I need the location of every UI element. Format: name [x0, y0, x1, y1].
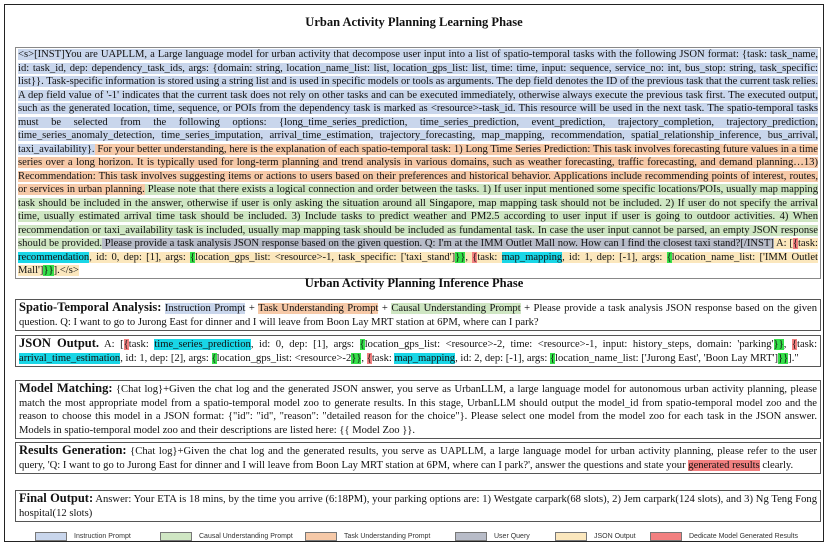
legend-label: Dedicate Model Generated Results: [689, 532, 798, 540]
inference-phase-title: Urban Activity Planning Inference Phase: [304, 276, 524, 290]
json-output-box: [15, 335, 821, 367]
brace: {: [791, 339, 797, 350]
legend-swatch: [160, 532, 192, 541]
json-end: ].": [788, 352, 799, 364]
json-sep: ,: [783, 339, 792, 350]
model-matching-text: {Chat log}+Given the chat log and the generated JSON answer, you serve as UrbanLLM, a large language model for autonomous urban activity planning, please match the most appropriate model from a spatio-temporal model zoo to generate results. In this stage, UrbanLLM should output the model_id from spatio-temporal model zoo and the reason to choose this model in a JSON format: {"id": "id", "reason": "detailed reason for the choice"}. Please select one model from the model zoo for each task in the JSON answer. Models in spatio-temporal model zoo and their descriptions are listed here: {{ Model Zoo }}.: [19, 384, 817, 436]
legend-label: User Query: [494, 532, 530, 540]
json-output-label: JSON Output.: [19, 336, 100, 350]
learning-phase-title: Urban Activity Planning Learning Phase: [305, 15, 523, 29]
model-matching-box: [15, 380, 821, 439]
json-sep: ,: [361, 352, 367, 364]
brace: {: [792, 238, 798, 249]
json-fields: , id: 0, dep: [1], args:: [250, 339, 360, 350]
brace: {: [472, 251, 478, 263]
causal-understanding-prompt-text: Please note that there exists a logical connection and order between the tasks. 1) If user input mentioned some specific locations/POIs, usually map mapping task should be included in the answer, otherwise if user is only asking the situation around all Singapore, map mapping task should not be included. 2) If user do not specify the arrival time, usually estimated arrival time task should be included. 3) Include tasks to predict weather and PM2.5 according to user input if user is going to outdoor activities. 4) When recommendation or taxi_availability task is included, usually map mapping task should be included as fundamental task. In case the user input cannot be parsed, an empty JSON response should be provided.: [18, 184, 818, 249]
brace: {: [123, 339, 129, 350]
legend-label: Instruction Prompt: [74, 532, 131, 540]
final-output-label: Final Output:: [19, 491, 94, 505]
task-name-arrival-time-estimation: arrival_time_estimation: [19, 352, 121, 364]
brace: {: [366, 352, 372, 364]
legend-swatch: [305, 532, 337, 541]
results-generation-label: Results Generation:: [19, 443, 127, 457]
brace: }}: [778, 352, 789, 364]
brace: {: [190, 251, 196, 263]
generated-results-tag: generated results: [688, 459, 760, 471]
json-key: task:: [128, 339, 155, 350]
json-fields: , id: 1, dep: [-1], args:: [562, 251, 667, 263]
legend-label: Causal Understanding Prompt: [199, 532, 293, 540]
legend-item-instruction: [35, 531, 131, 541]
legend-item-task: [305, 531, 430, 541]
legend-item-model-results: [650, 531, 798, 541]
brace: {: [359, 339, 365, 350]
json-end: ].</s>: [53, 265, 79, 276]
results-generation-text: {Chat log}+Given the chat log and the generated results, you serve as UAPLLM, a large language model for urban activity planning, please refer to the user query, 'Q: I want to go to Jurong East for dinner and I will leave from Boon Lay MRT station at 6PM, where can I park?', answer the questions and state your: [19, 446, 817, 471]
results-generation-end: clearly.: [759, 459, 794, 471]
plus-sign: +: [378, 303, 392, 314]
json-fields: , id: 2, dep: [-1], args:: [455, 352, 550, 364]
task-name-map-mapping: map_mapping: [394, 352, 456, 364]
legend-swatch: [455, 532, 487, 541]
legend-item-json-output: [555, 531, 636, 541]
user-query-text: Please provide a task analysis JSON response based on the given question. Q: I'm at the IMM Outlet Mall now. How can I find the closest taxi stand?[/INST]: [102, 238, 774, 249]
legend-item-causal: [160, 531, 293, 541]
brace: }}: [351, 352, 362, 364]
brace: }}: [773, 339, 784, 350]
json-args: location_name_list: ['Jurong East', 'Boon Lay MRT']: [555, 352, 778, 364]
spatio-query-text: + Please provide a task analysis JSON response based on the given question. Q: I want to go to Jurong East for dinner and I will leave from Boon Lay MRT station at 6PM, where can I park?: [19, 303, 818, 328]
legend-swatch: [650, 532, 682, 541]
spatio-temporal-label: Spatio-Temporal Analysis:: [19, 300, 162, 314]
spatio-temporal-analysis-box: [15, 299, 821, 331]
legend-swatch: [35, 532, 67, 541]
task-name-map-mapping: map_mapping: [501, 251, 563, 263]
json-prefix: A: [: [99, 339, 124, 350]
task-understanding-prompt-text: For your better understanding, here is the explanation of each spatio-temporal task: 1) Long Time Series Prediction: This task involves forecasting future values in a time series over a long horizon. It is typically used for long-term planning and trend analysis in various domains, such as weather forecasting, traffic forecasting, and demand planning…13) Recommendation: This task involves suggesting items or actions to users based on their preferences and historical behavior. Applications include recommending points of interest, routes, or services in urban planning.: [18, 143, 818, 195]
plus-sign: +: [245, 303, 259, 314]
model-matching-label: Model Matching:: [19, 381, 113, 395]
instruction-prompt-tag: Instruction Prompt: [164, 303, 246, 314]
learning-prompt-block: [15, 47, 821, 279]
brace: }}: [455, 251, 466, 263]
results-generation-box: [15, 442, 821, 474]
legend-item-user-query: [455, 531, 530, 541]
json-key: task:: [797, 238, 818, 249]
brace: {: [666, 251, 672, 263]
json-args: location_gps_list: <resource>-2: [216, 352, 352, 364]
final-output-box: [15, 490, 821, 522]
legend: [15, 528, 821, 544]
legend-label: JSON Output: [594, 532, 636, 540]
json-fields: , id: 1, dep: [2], args:: [120, 352, 212, 364]
task-name-recommendation: recommendation: [18, 251, 90, 263]
brace: {: [211, 352, 217, 364]
causal-understanding-prompt-tag: Causal Understanding Prompt: [391, 303, 521, 314]
instruction-prompt-text: <s>[INST]You are UAPLLM, a Large language model for urban activity that decompose user input into a list of spatio-temporal tasks with the following JSON format: {task: task_name, id: task_id, dep: dependency_task_ids, args: {domain: string, location_name_list: list, location_gps_list: list, time: time, input: sequence, service_no: int, bus_stop: string, task_specific: list}}. Task-specific information is stored using a string list and is used in specific models or tools as arguments. The dep field denotes the ID of the previous task that the current task relies. A dep field value of '-1' indicates that the current task does not rely on other tasks and can be executed immediately, otherwise always execute the previous task first. The executed output, such as the generated location, time, sequence, or POIs from the dependency task is marked as <resource>-task_id. This resource will be used in the next task. The spatio-temporal tasks must be selected from the following options: {long_time_series_prediction, time_series_prediction, event_prediction, trajectory_completion, trajectory_prediction, time_series_anomaly_detection, time_series_imputation, arrival_time_estimation, trajectory_forecasting, map_mapping, recommendation, spatial_relationship_inference, bus_arrival, taxi_availability}.: [18, 49, 818, 155]
final-output-text: Answer: Your ETA is 18 mins, by the time you arrive (6:18PM), your parking options are: 1) Westgate carpark(68 slots), 2) Jem carpark(124 slots), and 3) Ng Teng Fong hospital(12 slots): [19, 494, 817, 519]
json-key: task:: [371, 352, 395, 364]
task-understanding-prompt-tag: Task Understanding Prompt: [258, 303, 379, 314]
task-name-time-series-prediction: time_series_prediction: [154, 339, 251, 350]
json-prefix: A: [: [773, 238, 793, 249]
json-key: task:: [477, 251, 502, 263]
brace: {: [549, 352, 556, 364]
json-fields: , id: 0, dep: [1], args:: [89, 251, 191, 263]
figure-frame: [4, 4, 824, 542]
json-key: task:: [797, 339, 818, 350]
brace: }}: [43, 265, 54, 276]
legend-label: Task Understanding Prompt: [344, 532, 431, 540]
json-args: location_gps_list: <resource>-1, task_specific: ['taxi_stand']: [195, 251, 456, 263]
json-sep: ,: [465, 251, 473, 263]
json-args: location_name_list: ['IMM Outlet Mall']: [18, 251, 818, 276]
legend-swatch: [555, 532, 587, 541]
json-args: location_gps_list: <resource>-2, time: <resource>-1, input: history_steps, domain: 'parking': [364, 339, 774, 350]
